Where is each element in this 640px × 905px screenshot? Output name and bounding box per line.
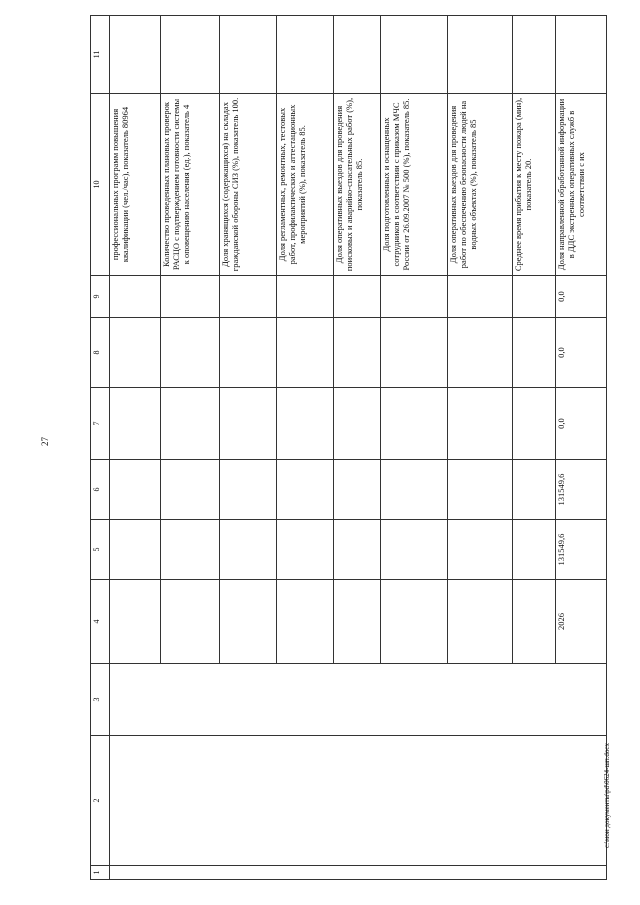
- table-cell: [220, 580, 277, 664]
- table-cell: [110, 580, 161, 664]
- table-cell: [448, 16, 513, 94]
- column-header: 11: [91, 16, 110, 94]
- table-cell: [513, 276, 556, 318]
- table-cell: [277, 580, 334, 664]
- table-cell: [448, 318, 513, 388]
- amount-cell: 131549,6: [556, 460, 607, 520]
- table-cell: [277, 460, 334, 520]
- column-header: 1: [91, 866, 110, 880]
- indicator-text: Доля оперативных выездов для проведения поисковых и аварийно-спасательных работ (%), показатель 85.: [334, 94, 381, 276]
- page-number: 27: [40, 437, 50, 446]
- year-cell: 2026: [556, 580, 607, 664]
- table-cell: [448, 580, 513, 664]
- indicator-text: Количество проведенных плановых проверок РАСЦО с подтверждением готовности системы к оповещению населения (ед.), показатель 4: [161, 94, 220, 276]
- table-cell: [110, 460, 161, 520]
- amount-cell: 0,0: [556, 276, 607, 318]
- table-cell: [220, 318, 277, 388]
- table-cell: [556, 16, 607, 94]
- table-cell: [277, 520, 334, 580]
- column-header: 5: [91, 520, 110, 580]
- table-cell: [161, 388, 220, 460]
- table-cell: [334, 276, 381, 318]
- table-cell: [381, 16, 448, 94]
- table-cell: [448, 276, 513, 318]
- table-cell: [334, 580, 381, 664]
- column-header: 6: [91, 460, 110, 520]
- table-cell: [513, 388, 556, 460]
- table-row: [110, 16, 161, 880]
- table-cell: [381, 318, 448, 388]
- file-path-footer: c:\мои документы\pd\0624-шп.docx: [603, 743, 611, 848]
- table-cell: [110, 318, 161, 388]
- table-cell: [277, 276, 334, 318]
- column-number-row: [91, 16, 110, 880]
- table-cell: [161, 16, 220, 94]
- table-cell: [110, 276, 161, 318]
- indicator-text: Доля направленной обработанной информации в ДДС экстренных оперативных служб в соответствии с их: [556, 94, 607, 276]
- table-cell: [381, 460, 448, 520]
- table-cell: [277, 318, 334, 388]
- table-cell: [110, 388, 161, 460]
- indicator-text: Доля хранящихся (содержащихся) на складах гражданской обороны СИЗ (%), показатель 100.: [220, 94, 277, 276]
- table-cell: [110, 520, 161, 580]
- table-cell: [334, 318, 381, 388]
- table-cell: [334, 388, 381, 460]
- table-cell: [161, 520, 220, 580]
- table-cell: [161, 580, 220, 664]
- table-cell: [334, 460, 381, 520]
- amount-cell: 131549,6: [556, 520, 607, 580]
- column-header: 7: [91, 388, 110, 460]
- table-cell: [277, 388, 334, 460]
- program-table-container: [90, 16, 590, 880]
- column-header: 3: [91, 664, 110, 736]
- table-cell: [334, 520, 381, 580]
- column-header: 2: [91, 736, 110, 866]
- table-cell-col2: [110, 736, 607, 866]
- table-cell: [220, 460, 277, 520]
- table-cell: [220, 520, 277, 580]
- table-cell: [334, 16, 381, 94]
- table-cell: [161, 276, 220, 318]
- indicator-text: Среднее время прибытия к месту пожара (мин), показатель 20.: [513, 94, 556, 276]
- table-cell: [277, 16, 334, 94]
- table-cell: [513, 580, 556, 664]
- table-cell: [448, 460, 513, 520]
- table-cell: [220, 388, 277, 460]
- column-header: 10: [91, 94, 110, 276]
- table-cell: [513, 16, 556, 94]
- table-cell: [381, 388, 448, 460]
- table-cell: [381, 580, 448, 664]
- table-cell: [381, 520, 448, 580]
- amount-cell: 0,0: [556, 388, 607, 460]
- table-cell: [161, 318, 220, 388]
- table-cell: [448, 520, 513, 580]
- table-cell: [513, 460, 556, 520]
- table-cell: [161, 460, 220, 520]
- column-header: 9: [91, 276, 110, 318]
- table-cell-col3: [110, 664, 607, 736]
- table-cell: [513, 520, 556, 580]
- table-cell: [513, 318, 556, 388]
- table-cell: [448, 388, 513, 460]
- program-table: [90, 15, 607, 880]
- amount-cell: 0,0: [556, 318, 607, 388]
- table-cell: [381, 276, 448, 318]
- table-cell: [110, 16, 161, 94]
- table-cell-col1: [110, 866, 607, 880]
- column-header: 8: [91, 318, 110, 388]
- table-cell: [220, 16, 277, 94]
- column-header: 4: [91, 580, 110, 664]
- indicator-text: профессиональных программ повышения квалификации (чел./час), показатель 80964: [110, 94, 161, 276]
- table-cell: [220, 276, 277, 318]
- indicator-text: Доля регламентных, ремонтных, тестовых работ, профилактических и аттестационных мероприятий (%), показатель 85.: [277, 94, 334, 276]
- indicator-text: Доля подготовленных и оснащенных сотрудников в соответствии с приказом МЧС России от 26.09.2007 № 500 (%), показатель 85.: [381, 94, 448, 276]
- indicator-text: Доля оперативных выездов для проведения работ по обеспечению безопасности людей на водных объектах (%), показатель 85: [448, 94, 513, 276]
